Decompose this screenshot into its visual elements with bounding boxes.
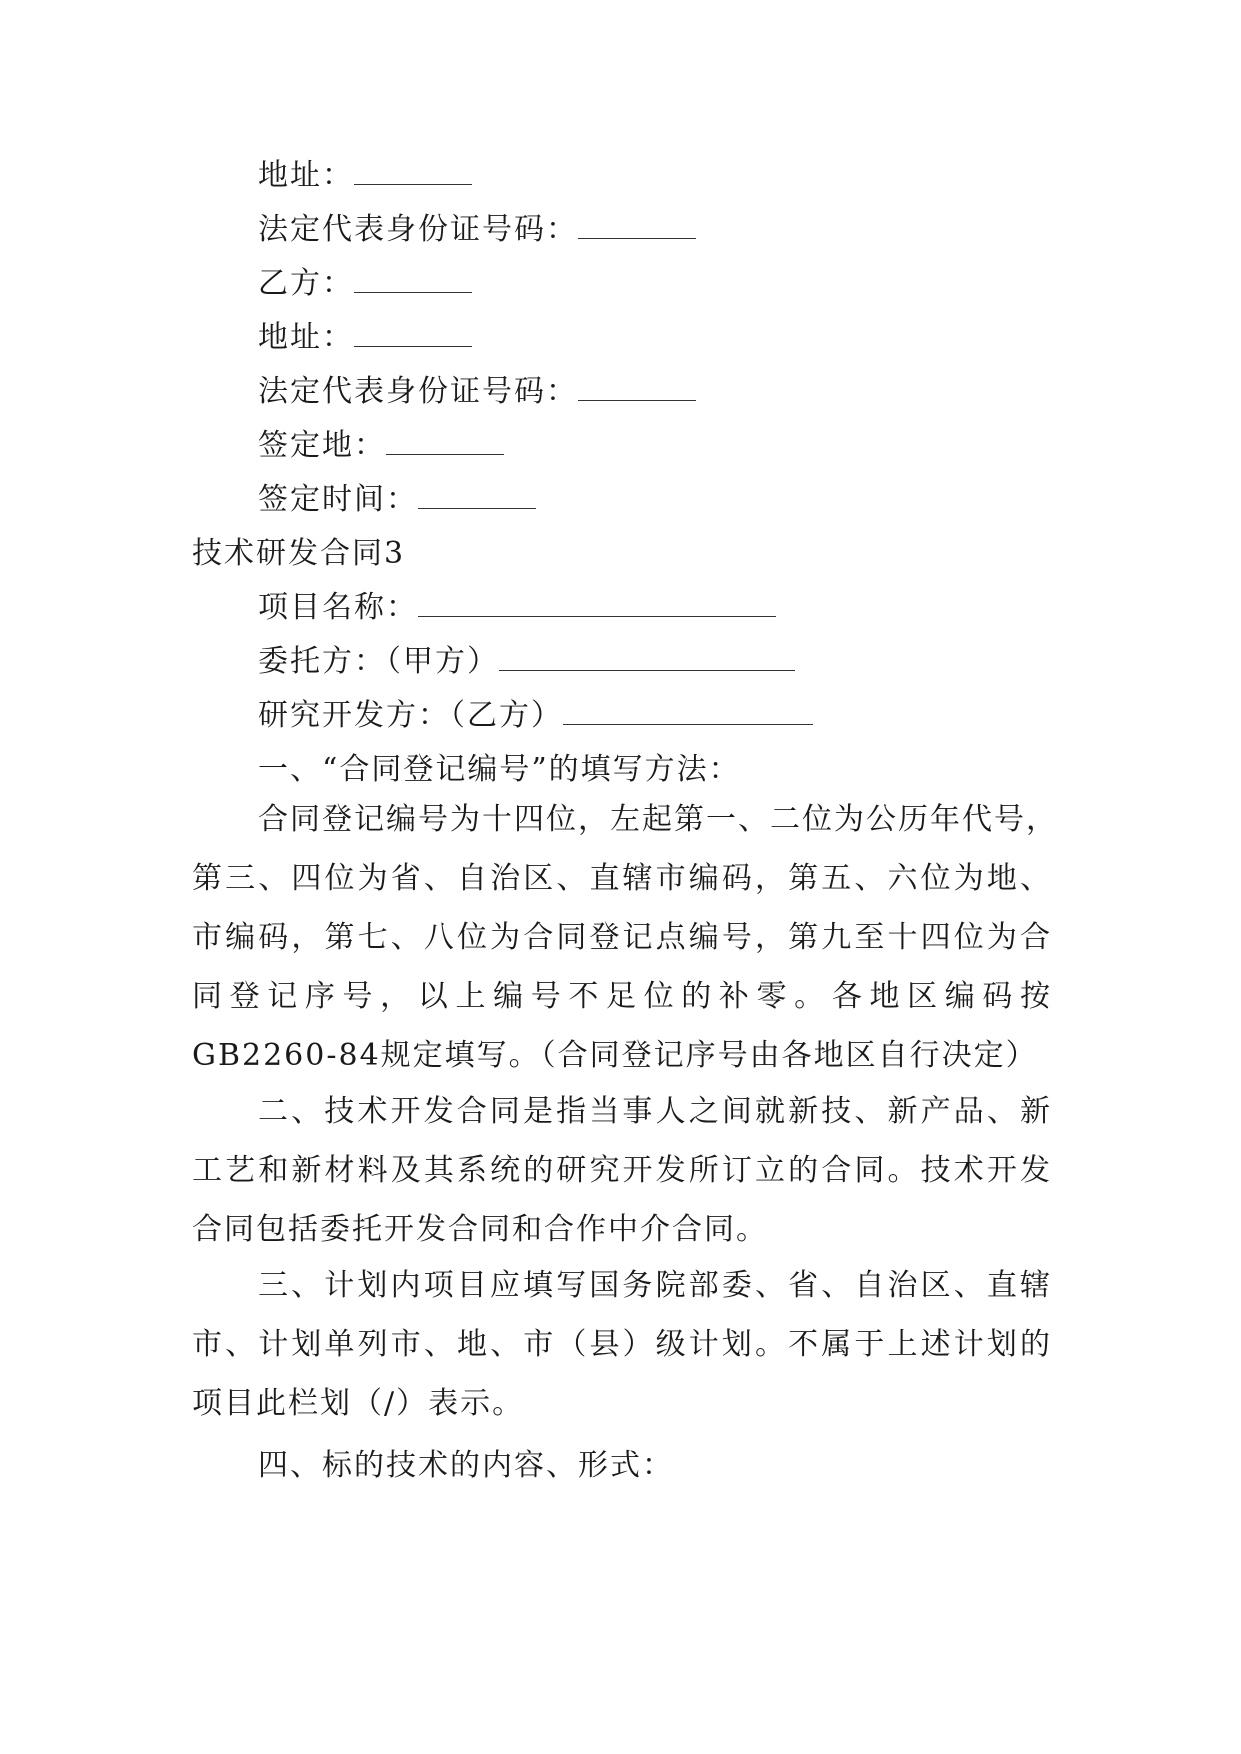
blank-line [563, 700, 813, 725]
paragraph-registration-number [192, 790, 1058, 1085]
paragraph-line: 三、计划内项目应填写国务院部委、省、自治区、直辖 [258, 1268, 1052, 1303]
heading-1: 一、“合同登记编号”的填写方法： [258, 752, 741, 787]
field-client [258, 636, 795, 680]
blank-line [499, 646, 795, 671]
field-sign-place [258, 420, 504, 464]
paragraph-line: 第三、四位为省、自治区、直辖市编码，第五、六位为地、 [192, 861, 1052, 896]
blank-line [354, 268, 472, 293]
paragraph-line: 项目此栏划（/）表示。 [192, 1386, 525, 1421]
paragraph-line: 工艺和新材料及其系统的研究开发所订立的合同。技术开发 [192, 1153, 1052, 1188]
section-title: 技术研发合同3 [192, 536, 406, 571]
field-project-name [258, 582, 776, 626]
blank-line [354, 160, 472, 185]
field-developer [258, 690, 813, 734]
paragraph-line: 市编码，第七、八位为合同登记点编号，第九至十四位为合 [192, 920, 1052, 955]
blank-line [418, 484, 536, 509]
field-address-b [258, 312, 472, 356]
blank-line [354, 322, 472, 347]
paragraph-line: 合同包括委托开发合同和合作中介合同。 [192, 1212, 768, 1247]
paragraph-plan-projects [192, 1256, 1052, 1433]
blank-line [386, 430, 504, 455]
field-id-b [258, 366, 696, 410]
paragraph-line: 同登记序号，以上编号不足位的补零。各地区编码按 [192, 979, 1052, 1014]
paragraph-line: 合同登记编号为十四位，左起第一、二位为公历年代号， [258, 802, 1058, 837]
field-label: 签定时间： [258, 482, 418, 517]
paragraph-development-contract [192, 1082, 1052, 1259]
field-id-a [258, 204, 696, 248]
blank-line [578, 214, 696, 239]
paragraph-line: 市、计划单列市、地、市（县）级计划。不属于上述计划的 [192, 1327, 1052, 1362]
blank-line [578, 376, 696, 401]
field-label: 乙方： [258, 266, 354, 301]
field-label: 项目名称： [258, 590, 418, 625]
field-label: 地址： [258, 158, 354, 193]
field-label: 委托方：（甲方） [258, 644, 499, 679]
field-address-a [258, 150, 472, 194]
field-label: 签定地： [258, 428, 386, 463]
field-label: 法定代表身份证号码： [258, 212, 578, 247]
field-sign-time [258, 474, 536, 518]
field-label: 法定代表身份证号码： [258, 374, 578, 409]
heading-4: 四、标的技术的内容、形式： [258, 1448, 674, 1483]
paragraph-line: 二、技术开发合同是指当事人之间就新技、新产品、新 [258, 1094, 1052, 1129]
blank-line [418, 592, 776, 617]
field-label: 研究开发方：（乙方） [258, 698, 563, 733]
paragraph-line: GB2260-84规定填写。（合同登记序号由各地区自行决定） [192, 1038, 1038, 1073]
field-party-b [258, 258, 472, 302]
field-label: 地址： [258, 320, 354, 355]
